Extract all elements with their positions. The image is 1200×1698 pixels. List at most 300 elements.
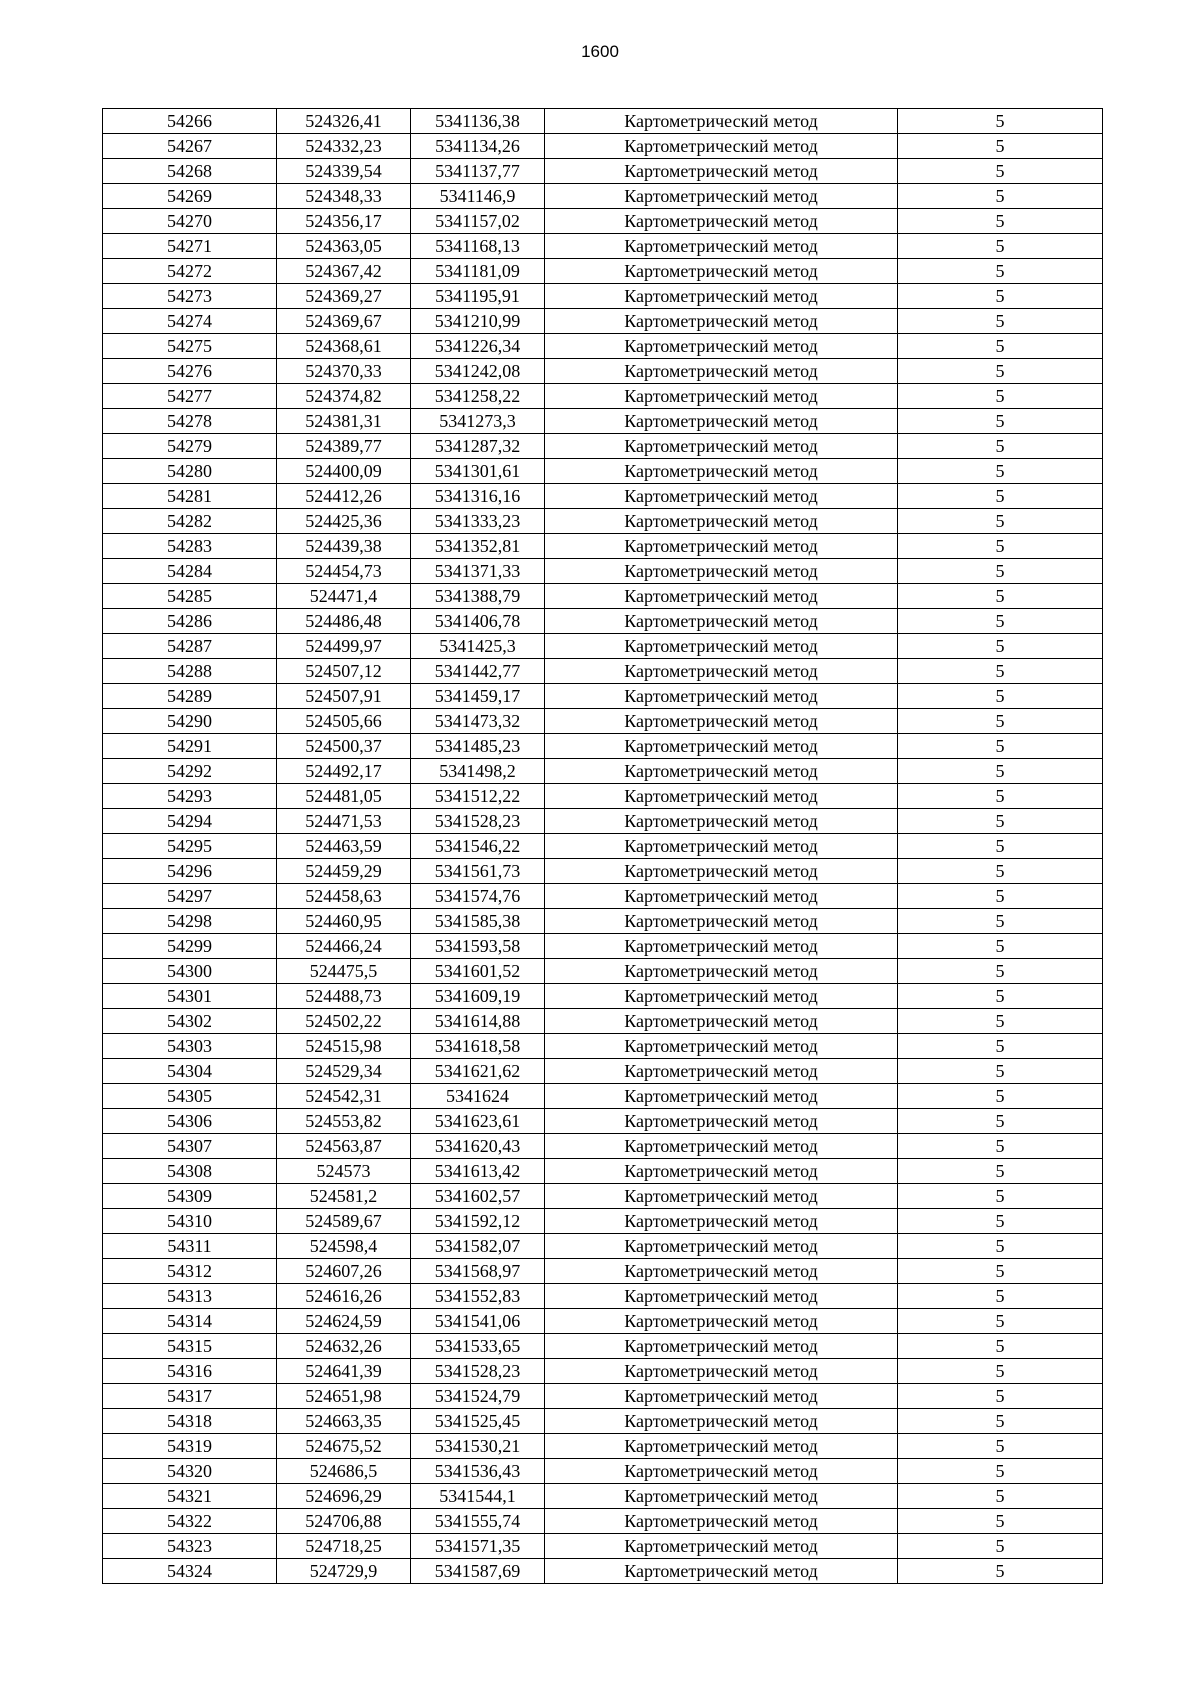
table-row	[103, 734, 1103, 759]
method-cell: Картометрический метод	[545, 509, 898, 534]
accuracy-cell: 5	[898, 1134, 1103, 1159]
method-cell: Картометрический метод	[545, 534, 898, 559]
y-coordinate-cell: 5341525,45	[411, 1409, 545, 1434]
y-coordinate-cell: 5341352,81	[411, 534, 545, 559]
x-coordinate-cell: 524367,42	[277, 259, 411, 284]
table-row	[103, 1084, 1103, 1109]
y-coordinate-cell: 5341623,61	[411, 1109, 545, 1134]
x-coordinate-cell: 524718,25	[277, 1534, 411, 1559]
y-coordinate-cell: 5341541,06	[411, 1309, 545, 1334]
accuracy-cell: 5	[898, 1109, 1103, 1134]
x-coordinate-cell: 524515,98	[277, 1034, 411, 1059]
x-coordinate-cell: 524488,73	[277, 984, 411, 1009]
y-coordinate-cell: 5341498,2	[411, 759, 545, 784]
y-coordinate-cell: 5341242,08	[411, 359, 545, 384]
accuracy-cell: 5	[898, 759, 1103, 784]
y-coordinate-cell: 5341181,09	[411, 259, 545, 284]
accuracy-cell: 5	[898, 534, 1103, 559]
y-coordinate-cell: 5341533,65	[411, 1334, 545, 1359]
y-coordinate-cell: 5341137,77	[411, 159, 545, 184]
method-cell: Картометрический метод	[545, 1034, 898, 1059]
accuracy-cell: 5	[898, 509, 1103, 534]
method-cell: Картометрический метод	[545, 209, 898, 234]
y-coordinate-cell: 5341425,3	[411, 634, 545, 659]
x-coordinate-cell: 524463,59	[277, 834, 411, 859]
method-cell: Картометрический метод	[545, 284, 898, 309]
table-row	[103, 1309, 1103, 1334]
y-coordinate-cell: 5341609,19	[411, 984, 545, 1009]
table-row	[103, 434, 1103, 459]
y-coordinate-cell: 5341621,62	[411, 1059, 545, 1084]
point-number-cell: 54291	[103, 734, 277, 759]
accuracy-cell: 5	[898, 409, 1103, 434]
accuracy-cell: 5	[898, 1484, 1103, 1509]
table-row	[103, 909, 1103, 934]
method-cell: Картометрический метод	[545, 684, 898, 709]
x-coordinate-cell: 524370,33	[277, 359, 411, 384]
point-number-cell: 54317	[103, 1384, 277, 1409]
accuracy-cell: 5	[898, 334, 1103, 359]
table-row	[103, 1159, 1103, 1184]
method-cell: Картометрический метод	[545, 1534, 898, 1559]
table-row	[103, 1359, 1103, 1384]
method-cell: Картометрический метод	[545, 1059, 898, 1084]
table-row	[103, 584, 1103, 609]
y-coordinate-cell: 5341528,23	[411, 1359, 545, 1384]
method-cell: Картометрический метод	[545, 359, 898, 384]
method-cell: Картометрический метод	[545, 1434, 898, 1459]
point-number-cell: 54315	[103, 1334, 277, 1359]
method-cell: Картометрический метод	[545, 934, 898, 959]
y-coordinate-cell: 5341602,57	[411, 1184, 545, 1209]
method-cell: Картометрический метод	[545, 309, 898, 334]
y-coordinate-cell: 5341618,58	[411, 1034, 545, 1059]
accuracy-cell: 5	[898, 984, 1103, 1009]
accuracy-cell: 5	[898, 934, 1103, 959]
point-number-cell: 54268	[103, 159, 277, 184]
x-coordinate-cell: 524502,22	[277, 1009, 411, 1034]
method-cell: Картометрический метод	[545, 834, 898, 859]
y-coordinate-cell: 5341301,61	[411, 459, 545, 484]
point-number-cell: 54296	[103, 859, 277, 884]
x-coordinate-cell: 524439,38	[277, 534, 411, 559]
x-coordinate-cell: 524368,61	[277, 334, 411, 359]
y-coordinate-cell: 5341571,35	[411, 1534, 545, 1559]
table-row	[103, 459, 1103, 484]
y-coordinate-cell: 5341258,22	[411, 384, 545, 409]
point-number-cell: 54289	[103, 684, 277, 709]
y-coordinate-cell: 5341524,79	[411, 1384, 545, 1409]
accuracy-cell: 5	[898, 484, 1103, 509]
point-number-cell: 54299	[103, 934, 277, 959]
accuracy-cell: 5	[898, 309, 1103, 334]
method-cell: Картометрический метод	[545, 459, 898, 484]
table-row	[103, 334, 1103, 359]
point-number-cell: 54309	[103, 1184, 277, 1209]
method-cell: Картометрический метод	[545, 384, 898, 409]
table-row	[103, 134, 1103, 159]
point-number-cell: 54298	[103, 909, 277, 934]
table-row	[103, 1384, 1103, 1409]
point-number-cell: 54313	[103, 1284, 277, 1309]
accuracy-cell: 5	[898, 1159, 1103, 1184]
x-coordinate-cell: 524369,67	[277, 309, 411, 334]
table-row	[103, 1434, 1103, 1459]
method-cell: Картометрический метод	[545, 159, 898, 184]
point-number-cell: 54277	[103, 384, 277, 409]
y-coordinate-cell: 5341316,16	[411, 484, 545, 509]
table-row	[103, 359, 1103, 384]
x-coordinate-cell: 524389,77	[277, 434, 411, 459]
method-cell: Картометрический метод	[545, 984, 898, 1009]
page-number: 1600	[581, 42, 619, 61]
point-number-cell: 54267	[103, 134, 277, 159]
method-cell: Картометрический метод	[545, 584, 898, 609]
table-row	[103, 609, 1103, 634]
point-number-cell: 54283	[103, 534, 277, 559]
accuracy-cell: 5	[898, 1534, 1103, 1559]
point-number-cell: 54304	[103, 1059, 277, 1084]
point-number-cell: 54275	[103, 334, 277, 359]
y-coordinate-cell: 5341546,22	[411, 834, 545, 859]
table-row	[103, 559, 1103, 584]
method-cell: Картометрический метод	[545, 784, 898, 809]
table-row	[103, 284, 1103, 309]
point-number-cell: 54286	[103, 609, 277, 634]
accuracy-cell: 5	[898, 1384, 1103, 1409]
table-row	[103, 884, 1103, 909]
y-coordinate-cell: 5341485,23	[411, 734, 545, 759]
y-coordinate-cell: 5341587,69	[411, 1559, 545, 1584]
point-number-cell: 54302	[103, 1009, 277, 1034]
method-cell: Картометрический метод	[545, 759, 898, 784]
point-number-cell: 54266	[103, 109, 277, 134]
table-row	[103, 1134, 1103, 1159]
accuracy-cell: 5	[898, 709, 1103, 734]
table-row	[103, 1109, 1103, 1134]
accuracy-cell: 5	[898, 734, 1103, 759]
x-coordinate-cell: 524400,09	[277, 459, 411, 484]
point-number-cell: 54307	[103, 1134, 277, 1159]
point-number-cell: 54273	[103, 284, 277, 309]
method-cell: Картометрический метод	[545, 959, 898, 984]
accuracy-cell: 5	[898, 559, 1103, 584]
table-row	[103, 534, 1103, 559]
table-row	[103, 659, 1103, 684]
x-coordinate-cell: 524369,27	[277, 284, 411, 309]
x-coordinate-cell: 524675,52	[277, 1434, 411, 1459]
table-row	[103, 384, 1103, 409]
x-coordinate-cell: 524507,91	[277, 684, 411, 709]
method-cell: Картометрический метод	[545, 1284, 898, 1309]
x-coordinate-cell: 524381,31	[277, 409, 411, 434]
x-coordinate-cell: 524686,5	[277, 1459, 411, 1484]
accuracy-cell: 5	[898, 184, 1103, 209]
accuracy-cell: 5	[898, 159, 1103, 184]
y-coordinate-cell: 5341561,73	[411, 859, 545, 884]
accuracy-cell: 5	[898, 1359, 1103, 1384]
table-row	[103, 934, 1103, 959]
point-number-cell: 54301	[103, 984, 277, 1009]
y-coordinate-cell: 5341512,22	[411, 784, 545, 809]
point-number-cell: 54293	[103, 784, 277, 809]
y-coordinate-cell: 5341134,26	[411, 134, 545, 159]
x-coordinate-cell: 524573	[277, 1159, 411, 1184]
table-row	[103, 984, 1103, 1009]
accuracy-cell: 5	[898, 359, 1103, 384]
table-row	[103, 159, 1103, 184]
table-row	[103, 1484, 1103, 1509]
x-coordinate-cell: 524454,73	[277, 559, 411, 584]
point-number-cell: 54305	[103, 1084, 277, 1109]
point-number-cell: 54272	[103, 259, 277, 284]
y-coordinate-cell: 5341528,23	[411, 809, 545, 834]
table-row	[103, 1259, 1103, 1284]
method-cell: Картометрический метод	[545, 1409, 898, 1434]
point-number-cell: 54281	[103, 484, 277, 509]
point-number-cell: 54274	[103, 309, 277, 334]
x-coordinate-cell: 524696,29	[277, 1484, 411, 1509]
y-coordinate-cell: 5341585,38	[411, 909, 545, 934]
point-number-cell: 54284	[103, 559, 277, 584]
x-coordinate-cell: 524481,05	[277, 784, 411, 809]
method-cell: Картометрический метод	[545, 1384, 898, 1409]
table-row	[103, 1284, 1103, 1309]
accuracy-cell: 5	[898, 1509, 1103, 1534]
point-number-cell: 54320	[103, 1459, 277, 1484]
x-coordinate-cell: 524598,4	[277, 1234, 411, 1259]
table-row	[103, 234, 1103, 259]
method-cell: Картометрический метод	[545, 559, 898, 584]
x-coordinate-cell: 524363,05	[277, 234, 411, 259]
y-coordinate-cell: 5341568,97	[411, 1259, 545, 1284]
accuracy-cell: 5	[898, 959, 1103, 984]
x-coordinate-cell: 524332,23	[277, 134, 411, 159]
method-cell: Картометрический метод	[545, 434, 898, 459]
y-coordinate-cell: 5341136,38	[411, 109, 545, 134]
table-row	[103, 759, 1103, 784]
y-coordinate-cell: 5341536,43	[411, 1459, 545, 1484]
point-number-cell: 54312	[103, 1259, 277, 1284]
x-coordinate-cell: 524458,63	[277, 884, 411, 909]
method-cell: Картометрический метод	[545, 1459, 898, 1484]
accuracy-cell: 5	[898, 1184, 1103, 1209]
y-coordinate-cell: 5341613,42	[411, 1159, 545, 1184]
method-cell: Картометрический метод	[545, 1134, 898, 1159]
accuracy-cell: 5	[898, 1234, 1103, 1259]
x-coordinate-cell: 524339,54	[277, 159, 411, 184]
table-row	[103, 634, 1103, 659]
table-row	[103, 1409, 1103, 1434]
y-coordinate-cell: 5341273,3	[411, 409, 545, 434]
point-number-cell: 54269	[103, 184, 277, 209]
accuracy-cell: 5	[898, 859, 1103, 884]
y-coordinate-cell: 5341620,43	[411, 1134, 545, 1159]
point-number-cell: 54290	[103, 709, 277, 734]
coordinates-table	[102, 108, 1103, 1584]
point-number-cell: 54310	[103, 1209, 277, 1234]
method-cell: Картометрический метод	[545, 234, 898, 259]
table-row	[103, 809, 1103, 834]
accuracy-cell: 5	[898, 609, 1103, 634]
table-row	[103, 959, 1103, 984]
table-row	[103, 1234, 1103, 1259]
accuracy-cell: 5	[898, 434, 1103, 459]
table-row	[103, 209, 1103, 234]
y-coordinate-cell: 5341552,83	[411, 1284, 545, 1309]
table-row	[103, 1559, 1103, 1584]
method-cell: Картометрический метод	[545, 1559, 898, 1584]
x-coordinate-cell: 524651,98	[277, 1384, 411, 1409]
method-cell: Картометрический метод	[545, 184, 898, 209]
method-cell: Картометрический метод	[545, 809, 898, 834]
accuracy-cell: 5	[898, 884, 1103, 909]
accuracy-cell: 5	[898, 834, 1103, 859]
x-coordinate-cell: 524529,34	[277, 1059, 411, 1084]
point-number-cell: 54287	[103, 634, 277, 659]
method-cell: Картометрический метод	[545, 484, 898, 509]
x-coordinate-cell: 524459,29	[277, 859, 411, 884]
method-cell: Картометрический метод	[545, 1509, 898, 1534]
point-number-cell: 54322	[103, 1509, 277, 1534]
method-cell: Картометрический метод	[545, 1009, 898, 1034]
point-number-cell: 54271	[103, 234, 277, 259]
accuracy-cell: 5	[898, 1059, 1103, 1084]
accuracy-cell: 5	[898, 1284, 1103, 1309]
accuracy-cell: 5	[898, 1309, 1103, 1334]
y-coordinate-cell: 5341473,32	[411, 709, 545, 734]
table-row	[103, 684, 1103, 709]
table-row	[103, 1534, 1103, 1559]
x-coordinate-cell: 524632,26	[277, 1334, 411, 1359]
accuracy-cell: 5	[898, 209, 1103, 234]
accuracy-cell: 5	[898, 109, 1103, 134]
table-row	[103, 1009, 1103, 1034]
y-coordinate-cell: 5341168,13	[411, 234, 545, 259]
accuracy-cell: 5	[898, 459, 1103, 484]
method-cell: Картометрический метод	[545, 609, 898, 634]
point-number-cell: 54321	[103, 1484, 277, 1509]
table-row	[103, 709, 1103, 734]
accuracy-cell: 5	[898, 584, 1103, 609]
point-number-cell: 54276	[103, 359, 277, 384]
accuracy-cell: 5	[898, 784, 1103, 809]
method-cell: Картометрический метод	[545, 259, 898, 284]
point-number-cell: 54311	[103, 1234, 277, 1259]
accuracy-cell: 5	[898, 1009, 1103, 1034]
table-row	[103, 409, 1103, 434]
table-row	[103, 259, 1103, 284]
point-number-cell: 54308	[103, 1159, 277, 1184]
point-number-cell: 54280	[103, 459, 277, 484]
point-number-cell: 54270	[103, 209, 277, 234]
x-coordinate-cell: 524616,26	[277, 1284, 411, 1309]
y-coordinate-cell: 5341592,12	[411, 1209, 545, 1234]
y-coordinate-cell: 5341601,52	[411, 959, 545, 984]
accuracy-cell: 5	[898, 659, 1103, 684]
x-coordinate-cell: 524356,17	[277, 209, 411, 234]
accuracy-cell: 5	[898, 809, 1103, 834]
x-coordinate-cell: 524505,66	[277, 709, 411, 734]
accuracy-cell: 5	[898, 634, 1103, 659]
point-number-cell: 54278	[103, 409, 277, 434]
point-number-cell: 54323	[103, 1534, 277, 1559]
method-cell: Картометрический метод	[545, 1334, 898, 1359]
accuracy-cell: 5	[898, 684, 1103, 709]
method-cell: Картометрический метод	[545, 859, 898, 884]
table-row	[103, 1509, 1103, 1534]
x-coordinate-cell: 524412,26	[277, 484, 411, 509]
accuracy-cell: 5	[898, 384, 1103, 409]
table-row	[103, 109, 1103, 134]
method-cell: Картометрический метод	[545, 1484, 898, 1509]
table-row	[103, 1334, 1103, 1359]
point-number-cell: 54300	[103, 959, 277, 984]
point-number-cell: 54318	[103, 1409, 277, 1434]
accuracy-cell: 5	[898, 1334, 1103, 1359]
x-coordinate-cell: 524425,36	[277, 509, 411, 534]
x-coordinate-cell: 524507,12	[277, 659, 411, 684]
table-row	[103, 784, 1103, 809]
x-coordinate-cell: 524500,37	[277, 734, 411, 759]
x-coordinate-cell: 524326,41	[277, 109, 411, 134]
x-coordinate-cell: 524553,82	[277, 1109, 411, 1134]
point-number-cell: 54316	[103, 1359, 277, 1384]
x-coordinate-cell: 524589,67	[277, 1209, 411, 1234]
table-row	[103, 859, 1103, 884]
method-cell: Картометрический метод	[545, 709, 898, 734]
method-cell: Картометрический метод	[545, 1234, 898, 1259]
y-coordinate-cell: 5341593,58	[411, 934, 545, 959]
method-cell: Картометрический метод	[545, 634, 898, 659]
point-number-cell: 54306	[103, 1109, 277, 1134]
method-cell: Картометрический метод	[545, 884, 898, 909]
point-number-cell: 54319	[103, 1434, 277, 1459]
method-cell: Картометрический метод	[545, 1084, 898, 1109]
x-coordinate-cell: 524499,97	[277, 634, 411, 659]
table-row	[103, 184, 1103, 209]
y-coordinate-cell: 5341195,91	[411, 284, 545, 309]
point-number-cell: 54297	[103, 884, 277, 909]
point-number-cell: 54285	[103, 584, 277, 609]
x-coordinate-cell: 524663,35	[277, 1409, 411, 1434]
x-coordinate-cell: 524581,2	[277, 1184, 411, 1209]
method-cell: Картометрический метод	[545, 334, 898, 359]
x-coordinate-cell: 524641,39	[277, 1359, 411, 1384]
table-row	[103, 1059, 1103, 1084]
x-coordinate-cell: 524729,9	[277, 1559, 411, 1584]
point-number-cell: 54288	[103, 659, 277, 684]
y-coordinate-cell: 5341582,07	[411, 1234, 545, 1259]
accuracy-cell: 5	[898, 1409, 1103, 1434]
x-coordinate-cell: 524706,88	[277, 1509, 411, 1534]
point-number-cell: 54324	[103, 1559, 277, 1584]
x-coordinate-cell: 524563,87	[277, 1134, 411, 1159]
y-coordinate-cell: 5341333,23	[411, 509, 545, 534]
accuracy-cell: 5	[898, 1434, 1103, 1459]
coordinates-table-body	[103, 109, 1103, 1584]
x-coordinate-cell: 524471,53	[277, 809, 411, 834]
y-coordinate-cell: 5341624	[411, 1084, 545, 1109]
y-coordinate-cell: 5341459,17	[411, 684, 545, 709]
y-coordinate-cell: 5341388,79	[411, 584, 545, 609]
point-number-cell: 54292	[103, 759, 277, 784]
table-row	[103, 1034, 1103, 1059]
y-coordinate-cell: 5341574,76	[411, 884, 545, 909]
accuracy-cell: 5	[898, 284, 1103, 309]
accuracy-cell: 5	[898, 234, 1103, 259]
point-number-cell: 54314	[103, 1309, 277, 1334]
